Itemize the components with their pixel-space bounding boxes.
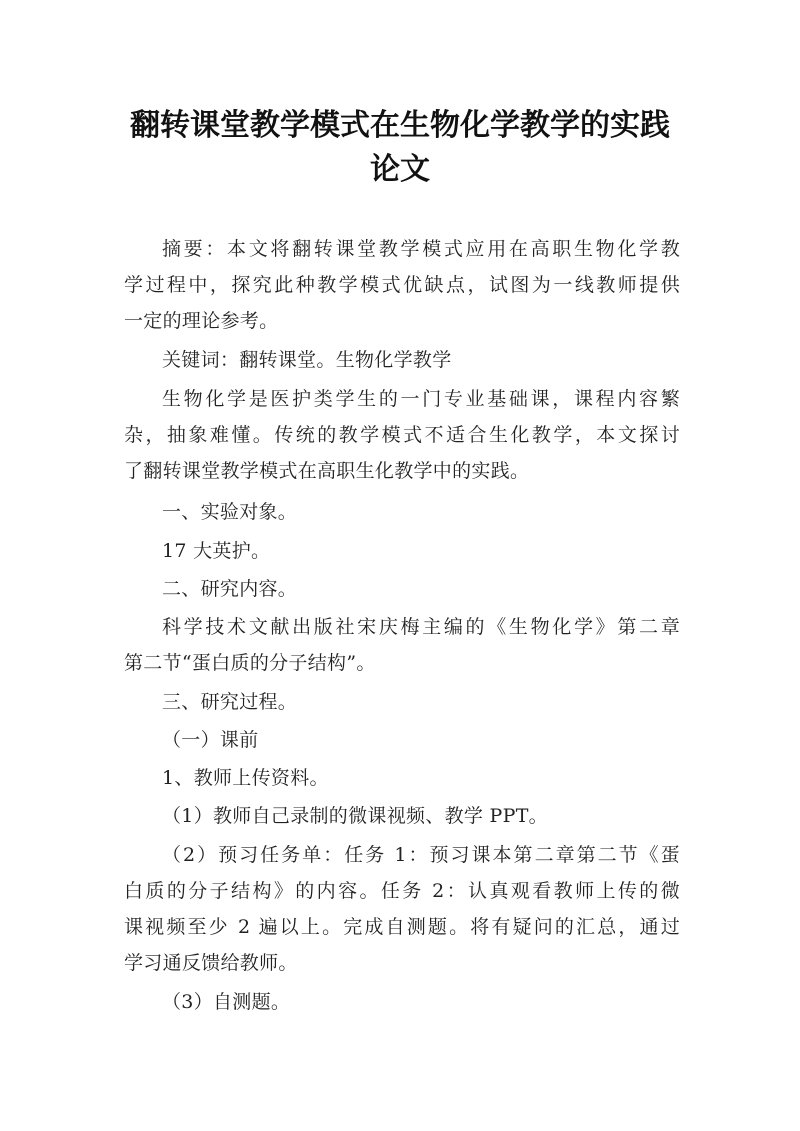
- item-1-2-line-2: 白质的分子结构》的内容。任务 2：认真观看教师上传的微: [124, 880, 680, 902]
- section-heading-1: 一、实验对象。: [162, 501, 298, 523]
- section-1-body: 17 大英护。: [162, 540, 271, 562]
- keywords-line: 关键词：翻转课堂。生物化学教学: [162, 349, 452, 371]
- intro-line-2: 杂，抽象难懂。传统的教学模式不适合生化教学，本文探讨: [124, 424, 680, 446]
- item-1-2-line-1: （2）预习任务单：任务 1：预习课本第二章第二节《蛋: [162, 844, 680, 866]
- abstract-line-2: 学过程中，探究此种教学模式优缺点，试图为一线教师提供: [124, 274, 680, 296]
- abstract-line-3: 一定的理论参考。: [124, 310, 279, 332]
- document-title-line-1: 翻转课堂教学模式在生物化学教学的实践: [130, 108, 670, 143]
- section-heading-3: 三、研究过程。: [162, 691, 298, 713]
- intro-line-1: 生物化学是医护类学生的一门专业基础课，课程内容繁: [162, 388, 680, 410]
- abstract-line-1: 摘要：本文将翻转课堂教学模式应用在高职生物化学教: [162, 238, 680, 260]
- item-1-1: （1）教师自己录制的微课视频、教学 PPT。: [162, 805, 548, 827]
- intro-line-3: 了翻转课堂教学模式在高职生化教学中的实践。: [124, 460, 530, 482]
- item-1-heading: 1、教师上传资料。: [162, 767, 329, 789]
- item-1-2-line-4: 学习通反馈给教师。: [124, 952, 298, 974]
- section-heading-2: 二、研究内容。: [162, 578, 298, 600]
- section-2-body-line-2: 第二节“蛋白质的分子结构”。: [124, 652, 376, 674]
- document-title-line-2: 论文: [370, 152, 430, 187]
- item-1-3: （3）自测题。: [162, 991, 291, 1013]
- subsection-heading-1: （一）课前: [162, 729, 259, 751]
- item-1-2-line-3: 课视频至少 2 遍以上。完成自测题。将有疑问的汇总，通过: [124, 916, 680, 938]
- section-2-body-line-1: 科学技术文献出版社宋庆梅主编的《生物化学》第二章: [162, 616, 680, 638]
